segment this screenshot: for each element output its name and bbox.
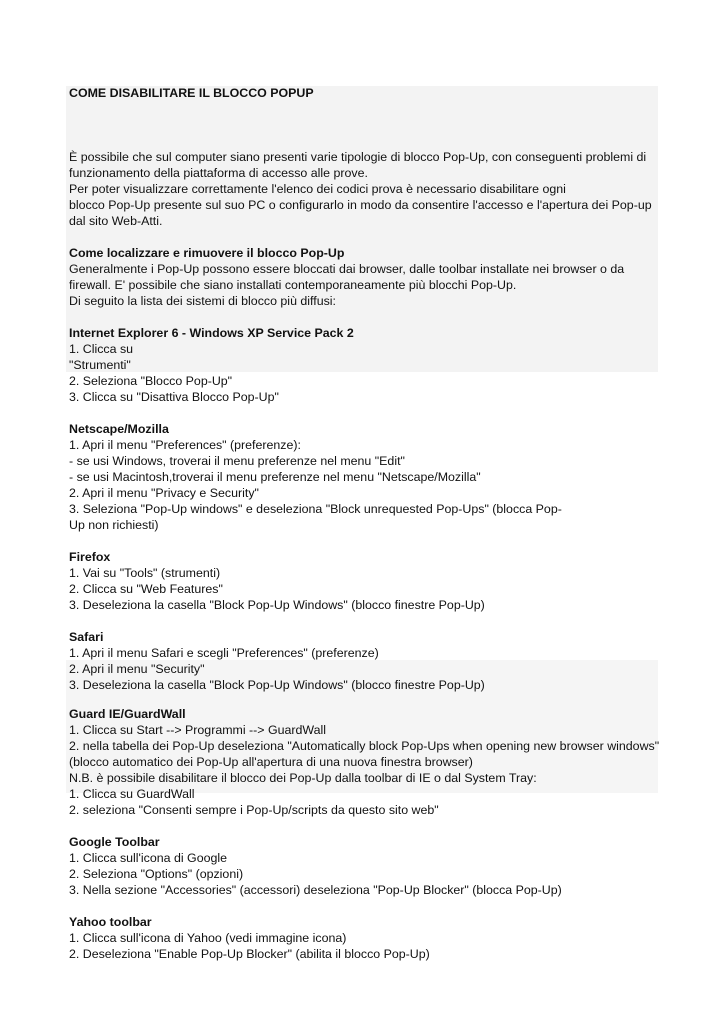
section-safari [69,629,659,693]
section-line: 2. Clicca su "Web Features" [69,582,223,596]
section-line: N.B. è possibile disabilitare il blocco dei Pop-Up dalla toolbar di IE o dal System Tray: [69,771,537,785]
document-title: COME DISABILITARE IL BLOCCO POPUP [69,86,314,100]
section-line: 2. nella tabella dei Pop-Up deseleziona "Automatically block Pop-Ups when opening new browser windows" [69,739,660,753]
section-line: 2. Apri il menu "Security" [69,662,205,676]
section-heading: Google Toolbar [69,835,160,849]
section-line: 2. Seleziona "Options" (opzioni) [69,867,244,881]
section-line: 2. seleziona "Consenti sempre i Pop-Up/scripts da questo sito web" [69,803,439,817]
section-line: 1. Clicca su Start --> Programmi --> GuardWall [69,723,327,737]
section-yahoo-toolbar [69,914,659,962]
intro-paragraph [69,149,659,229]
section-line: 1. Clicca su GuardWall [69,787,195,801]
section-heading: Internet Explorer 6 - Windows XP Service Pack 2 [69,326,354,340]
section-line: 3. Clicca su "Disattiva Blocco Pop-Up" [69,390,279,404]
section-line: 3. Nella sezione "Accessories" (accessori) deseleziona "Pop-Up Blocker" (blocca Pop-Up) [69,883,562,897]
section-line: 2. Deseleziona "Enable Pop-Up Blocker" (abilita il blocco Pop-Up) [69,947,430,961]
section-line: 2. Apri il menu "Privacy e Security" [69,486,259,500]
locate-section [69,245,659,309]
section-line: 1. Vai su "Tools" (strumenti) [69,566,221,580]
section-line: Generalmente i Pop-Up possono essere bloccati dai browser, dalle toolbar installate nei browser o da [69,262,625,276]
section-line: 3. Seleziona "Pop-Up windows" e deseleziona "Block unrequested Pop-Ups" (blocca Pop- [69,502,562,516]
section-heading: Yahoo toolbar [69,915,152,929]
section-line: - se usi Windows, troverai il menu preferenze nel menu "Edit" [69,454,405,468]
section-line: (blocco automatico dei Pop-Up all'apertura di una nuova finestra browser) [69,755,473,769]
section-firefox [69,549,659,613]
section-line: 1. Apri il menu Safari e scegli "Preferences" (preferenze) [69,646,379,660]
section-heading: Firefox [69,550,111,564]
section-line: 2. Seleziona "Blocco Pop-Up" [69,374,233,388]
section-line: 1. Clicca su [69,342,134,356]
intro-line: funzionamento della piattaforma di accesso alle prove. [69,166,368,180]
section-guardwall [69,706,659,818]
section-line: 3. Deseleziona la casella "Block Pop-Up Windows" (blocco finestre Pop-Up) [69,678,485,692]
intro-line: dal sito Web-Atti. [69,214,163,228]
section-line: "Strumenti" [69,358,131,372]
section-internet-explorer [69,325,659,405]
section-heading: Guard IE/GuardWall [69,707,186,721]
intro-line: È possibile che sul computer siano presenti varie tipologie di blocco Pop-Up, con conseguenti problemi di [69,150,647,164]
section-heading: Come localizzare e rimuovere il blocco Pop-Up [69,246,345,260]
section-line: - se usi Macintosh,troverai il menu preferenze nel menu "Netscape/Mozilla" [69,470,481,484]
section-line: 3. Deseleziona la casella "Block Pop-Up Windows" (blocco finestre Pop-Up) [69,598,485,612]
section-line: 1. Apri il menu "Preferences" (preferenze): [69,438,301,452]
section-netscape-mozilla [69,421,659,533]
section-heading: Safari [69,630,104,644]
document-content [69,85,659,962]
section-line: firewall. E' possibile che siano installati contemporaneamente più blocchi Pop-Up. [69,278,517,292]
section-line: Up non richiesti) [69,518,159,532]
intro-line: blocco Pop-Up presente sul suo PC o configurarlo in modo da consentire l'accesso e l'apertura dei Pop-up [69,198,652,212]
section-line: 1. Clicca sull'icona di Yahoo (vedi immagine icona) [69,931,347,945]
section-line: Di seguito la lista dei sistemi di blocco più diffusi: [69,294,336,308]
section-line: 1. Clicca sull'icona di Google [69,851,228,865]
section-google-toolbar [69,834,659,898]
intro-line: Per poter visualizzare correttamente l'elenco dei codici prova è necessario disabilitare ogni [69,182,566,196]
section-heading: Netscape/Mozilla [69,422,169,436]
